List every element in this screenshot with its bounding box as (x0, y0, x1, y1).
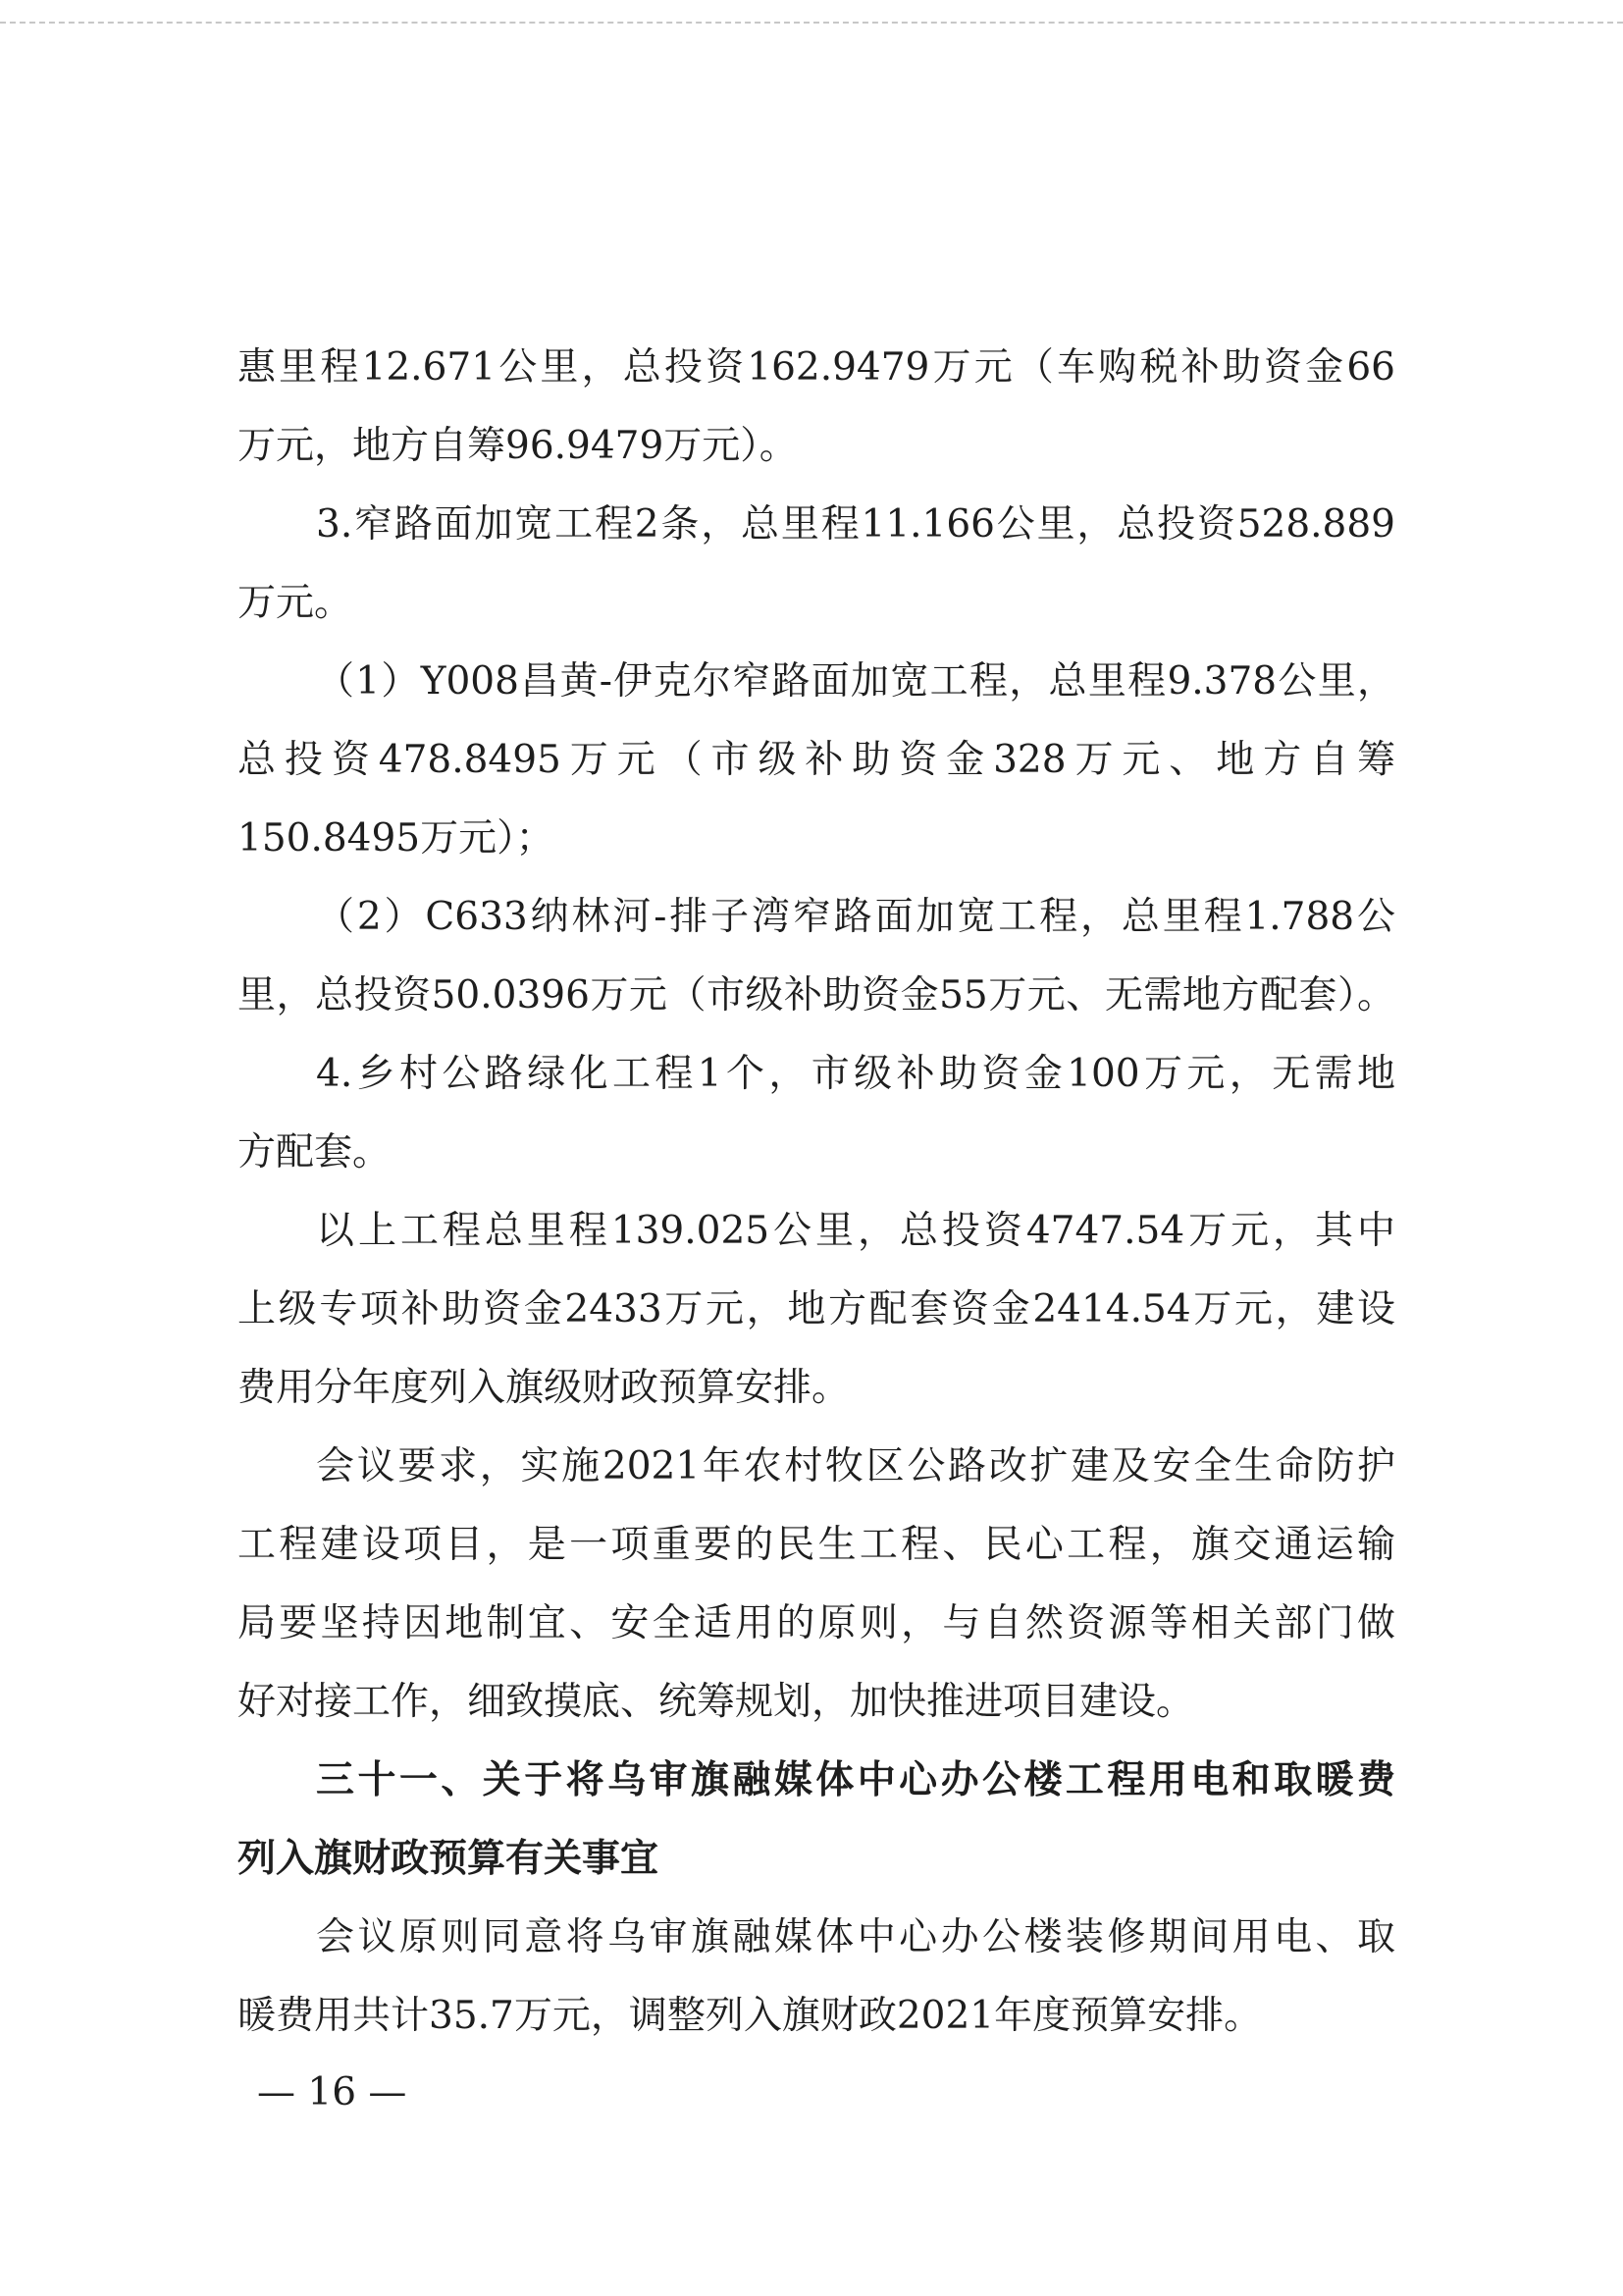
text-line: 工程建设项目，是一项重要的民生工程、民心工程，旗交通运输 (237, 1523, 1395, 1567)
text-line: 局要坚持因地制宜、安全适用的原则，与自然资源等相关部门做 (237, 1601, 1395, 1645)
text-line: 4.乡村公路绿化工程1个，市级补助资金100万元，无需地 (316, 1052, 1395, 1096)
text-line: 好对接工作，细致摸底、统筹规划，加快推进项目建设。 (237, 1680, 1195, 1724)
text-line: 万元，地方自筹96.9479万元）。 (237, 424, 798, 468)
page-number: — 16 — (257, 2070, 407, 2114)
text-line: 上级专项补助资金2433万元，地方配套资金2414.54万元，建设 (237, 1287, 1395, 1331)
text-line: 会议要求，实施2021年农村牧区公路改扩建及安全生命防护 (316, 1444, 1395, 1488)
text-line: 总投资478.8495万元（市级补助资金328万元、地方自筹 (237, 738, 1395, 782)
text-line: 150.8495万元）； (237, 816, 554, 861)
text-line: 暖费用共计35.7万元，调整列入旗财政2021年度预算安排。 (237, 1994, 1263, 2038)
text-line: 惠里程12.671公里，总投资162.9479万元（车购税补助资金66 (237, 345, 1395, 390)
section-heading: 列入旗财政预算有关事宜 (237, 1837, 659, 1881)
scan-edge-divider (0, 22, 1623, 24)
document-body (237, 329, 1395, 2056)
text-line: 里，总投资50.0396万元（市级补助资金55万元、无需地方配套）。 (237, 973, 1395, 1018)
text-line: 3.窄路面加宽工程2条，总里程11.166公里，总投资528.889 (316, 502, 1395, 547)
text-line: 万元。 (237, 581, 353, 625)
text-line: （1）Y008昌黄-伊克尔窄路面加宽工程，总里程9.378公里， (316, 659, 1395, 704)
text-line: 会议原则同意将乌审旗融媒体中心办公楼装修期间用电、取 (316, 1915, 1395, 1959)
text-line: 以上工程总里程139.025公里，总投资4747.54万元，其中 (316, 1209, 1395, 1253)
text-line: （2）C633纳林河-排子湾窄路面加宽工程，总里程1.788公 (316, 895, 1395, 939)
section-heading: 三十一、关于将乌审旗融媒体中心办公楼工程用电和取暖费 (316, 1758, 1395, 1802)
text-line: 费用分年度列入旗级财政预算安排。 (237, 1366, 851, 1410)
text-line: 方配套。 (237, 1130, 392, 1174)
